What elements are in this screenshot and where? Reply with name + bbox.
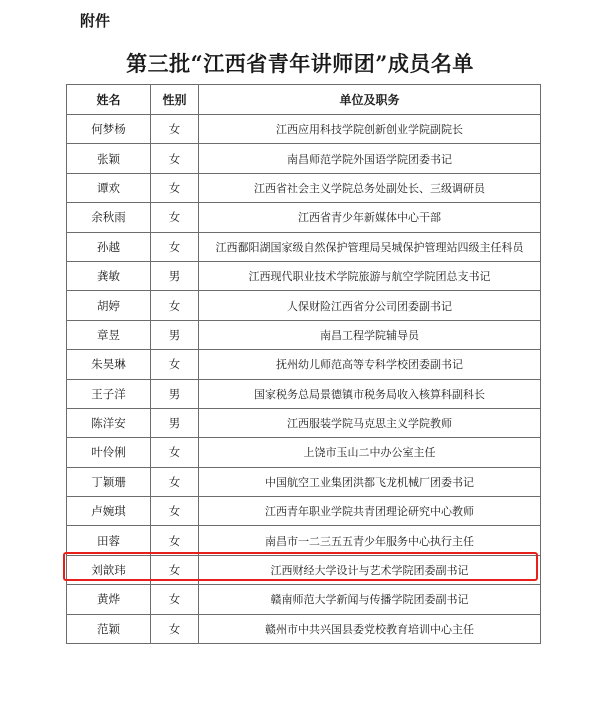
cell-name: 张颖 <box>67 144 151 173</box>
cell-org: 上饶市玉山二中办公室主任 <box>199 438 541 467</box>
member-table <box>66 84 541 644</box>
table-row <box>67 408 541 437</box>
cell-org: 赣南师范大学新闻与传播学院团委副书记 <box>199 585 541 614</box>
cell-gender: 女 <box>151 144 199 173</box>
cell-org: 赣州市中共兴国县委党校教育培训中心主任 <box>199 614 541 643</box>
table-row <box>67 115 541 144</box>
cell-gender: 女 <box>151 350 199 379</box>
cell-gender: 女 <box>151 232 199 261</box>
cell-gender: 女 <box>151 555 199 584</box>
table-row <box>67 350 541 379</box>
table-row <box>67 320 541 349</box>
table-row <box>67 526 541 555</box>
table-row <box>67 379 541 408</box>
cell-org: 国家税务总局景德镇市税务局收入核算科副科长 <box>199 379 541 408</box>
header-gender: 性别 <box>151 85 199 115</box>
table-row <box>67 144 541 173</box>
cell-org: 江西青年职业学院共青团理论研究中心教师 <box>199 497 541 526</box>
header-org: 单位及职务 <box>199 85 541 115</box>
cell-name: 王子洋 <box>67 379 151 408</box>
cell-name: 丁颖珊 <box>67 467 151 496</box>
cell-gender: 女 <box>151 585 199 614</box>
table-row <box>67 232 541 261</box>
cell-gender: 男 <box>151 408 199 437</box>
cell-org: 南昌市一二三五五青少年服务中心执行主任 <box>199 526 541 555</box>
cell-org: 江西应用科技学院创新创业学院副院长 <box>199 115 541 144</box>
cell-org: 江西鄱阳湖国家级自然保护管理局吴城保护管理站四级主任科员 <box>199 232 541 261</box>
cell-gender: 女 <box>151 614 199 643</box>
cell-gender: 男 <box>151 320 199 349</box>
cell-gender: 女 <box>151 526 199 555</box>
table-header-row <box>67 85 541 115</box>
cell-name: 叶伶俐 <box>67 438 151 467</box>
cell-name: 陈洋安 <box>67 408 151 437</box>
cell-name: 范颖 <box>67 614 151 643</box>
cell-org: 人保财险江西省分公司团委副书记 <box>199 291 541 320</box>
table-row <box>67 438 541 467</box>
table-row <box>67 614 541 643</box>
cell-org: 江西省社会主义学院总务处副处长、三级调研员 <box>199 173 541 202</box>
header-name: 姓名 <box>67 85 151 115</box>
cell-org: 中国航空工业集团洪都飞龙机械厂团委书记 <box>199 467 541 496</box>
table-row <box>67 291 541 320</box>
attachment-label: 附件 <box>80 12 111 30</box>
cell-gender: 女 <box>151 115 199 144</box>
table-row <box>67 173 541 202</box>
cell-name: 章昱 <box>67 320 151 349</box>
cell-name: 孙越 <box>67 232 151 261</box>
cell-name: 龚敏 <box>67 261 151 290</box>
cell-gender: 男 <box>151 379 199 408</box>
cell-name: 黄烨 <box>67 585 151 614</box>
table-row <box>67 261 541 290</box>
cell-name: 何梦杨 <box>67 115 151 144</box>
cell-name: 余秋雨 <box>67 203 151 232</box>
cell-name: 卢婉琪 <box>67 497 151 526</box>
table-row <box>67 555 541 584</box>
cell-gender: 女 <box>151 497 199 526</box>
cell-name: 谭欢 <box>67 173 151 202</box>
cell-org: 南昌工程学院辅导员 <box>199 320 541 349</box>
cell-org: 抚州幼儿师范高等专科学校团委副书记 <box>199 350 541 379</box>
cell-org: 江西省青少年新媒体中心干部 <box>199 203 541 232</box>
cell-gender: 女 <box>151 438 199 467</box>
cell-gender: 女 <box>151 203 199 232</box>
cell-org: 江西现代职业技术学院旅游与航空学院团总支书记 <box>199 261 541 290</box>
cell-name: 胡婷 <box>67 291 151 320</box>
table-row <box>67 467 541 496</box>
cell-org: 江西服装学院马克思主义学院教师 <box>199 408 541 437</box>
cell-gender: 女 <box>151 291 199 320</box>
cell-name: 刘歆玮 <box>67 555 151 584</box>
table-row <box>67 585 541 614</box>
cell-name: 朱昊琳 <box>67 350 151 379</box>
cell-gender: 女 <box>151 173 199 202</box>
table-row <box>67 203 541 232</box>
cell-gender: 女 <box>151 467 199 496</box>
cell-gender: 男 <box>151 261 199 290</box>
document-title: 第三批“江西省青年讲师团”成员名单 <box>126 51 474 76</box>
cell-name: 田蓉 <box>67 526 151 555</box>
cell-org: 南昌师范学院外国语学院团委书记 <box>199 144 541 173</box>
cell-org: 江西财经大学设计与艺术学院团委副书记 <box>199 555 541 584</box>
table-row <box>67 497 541 526</box>
